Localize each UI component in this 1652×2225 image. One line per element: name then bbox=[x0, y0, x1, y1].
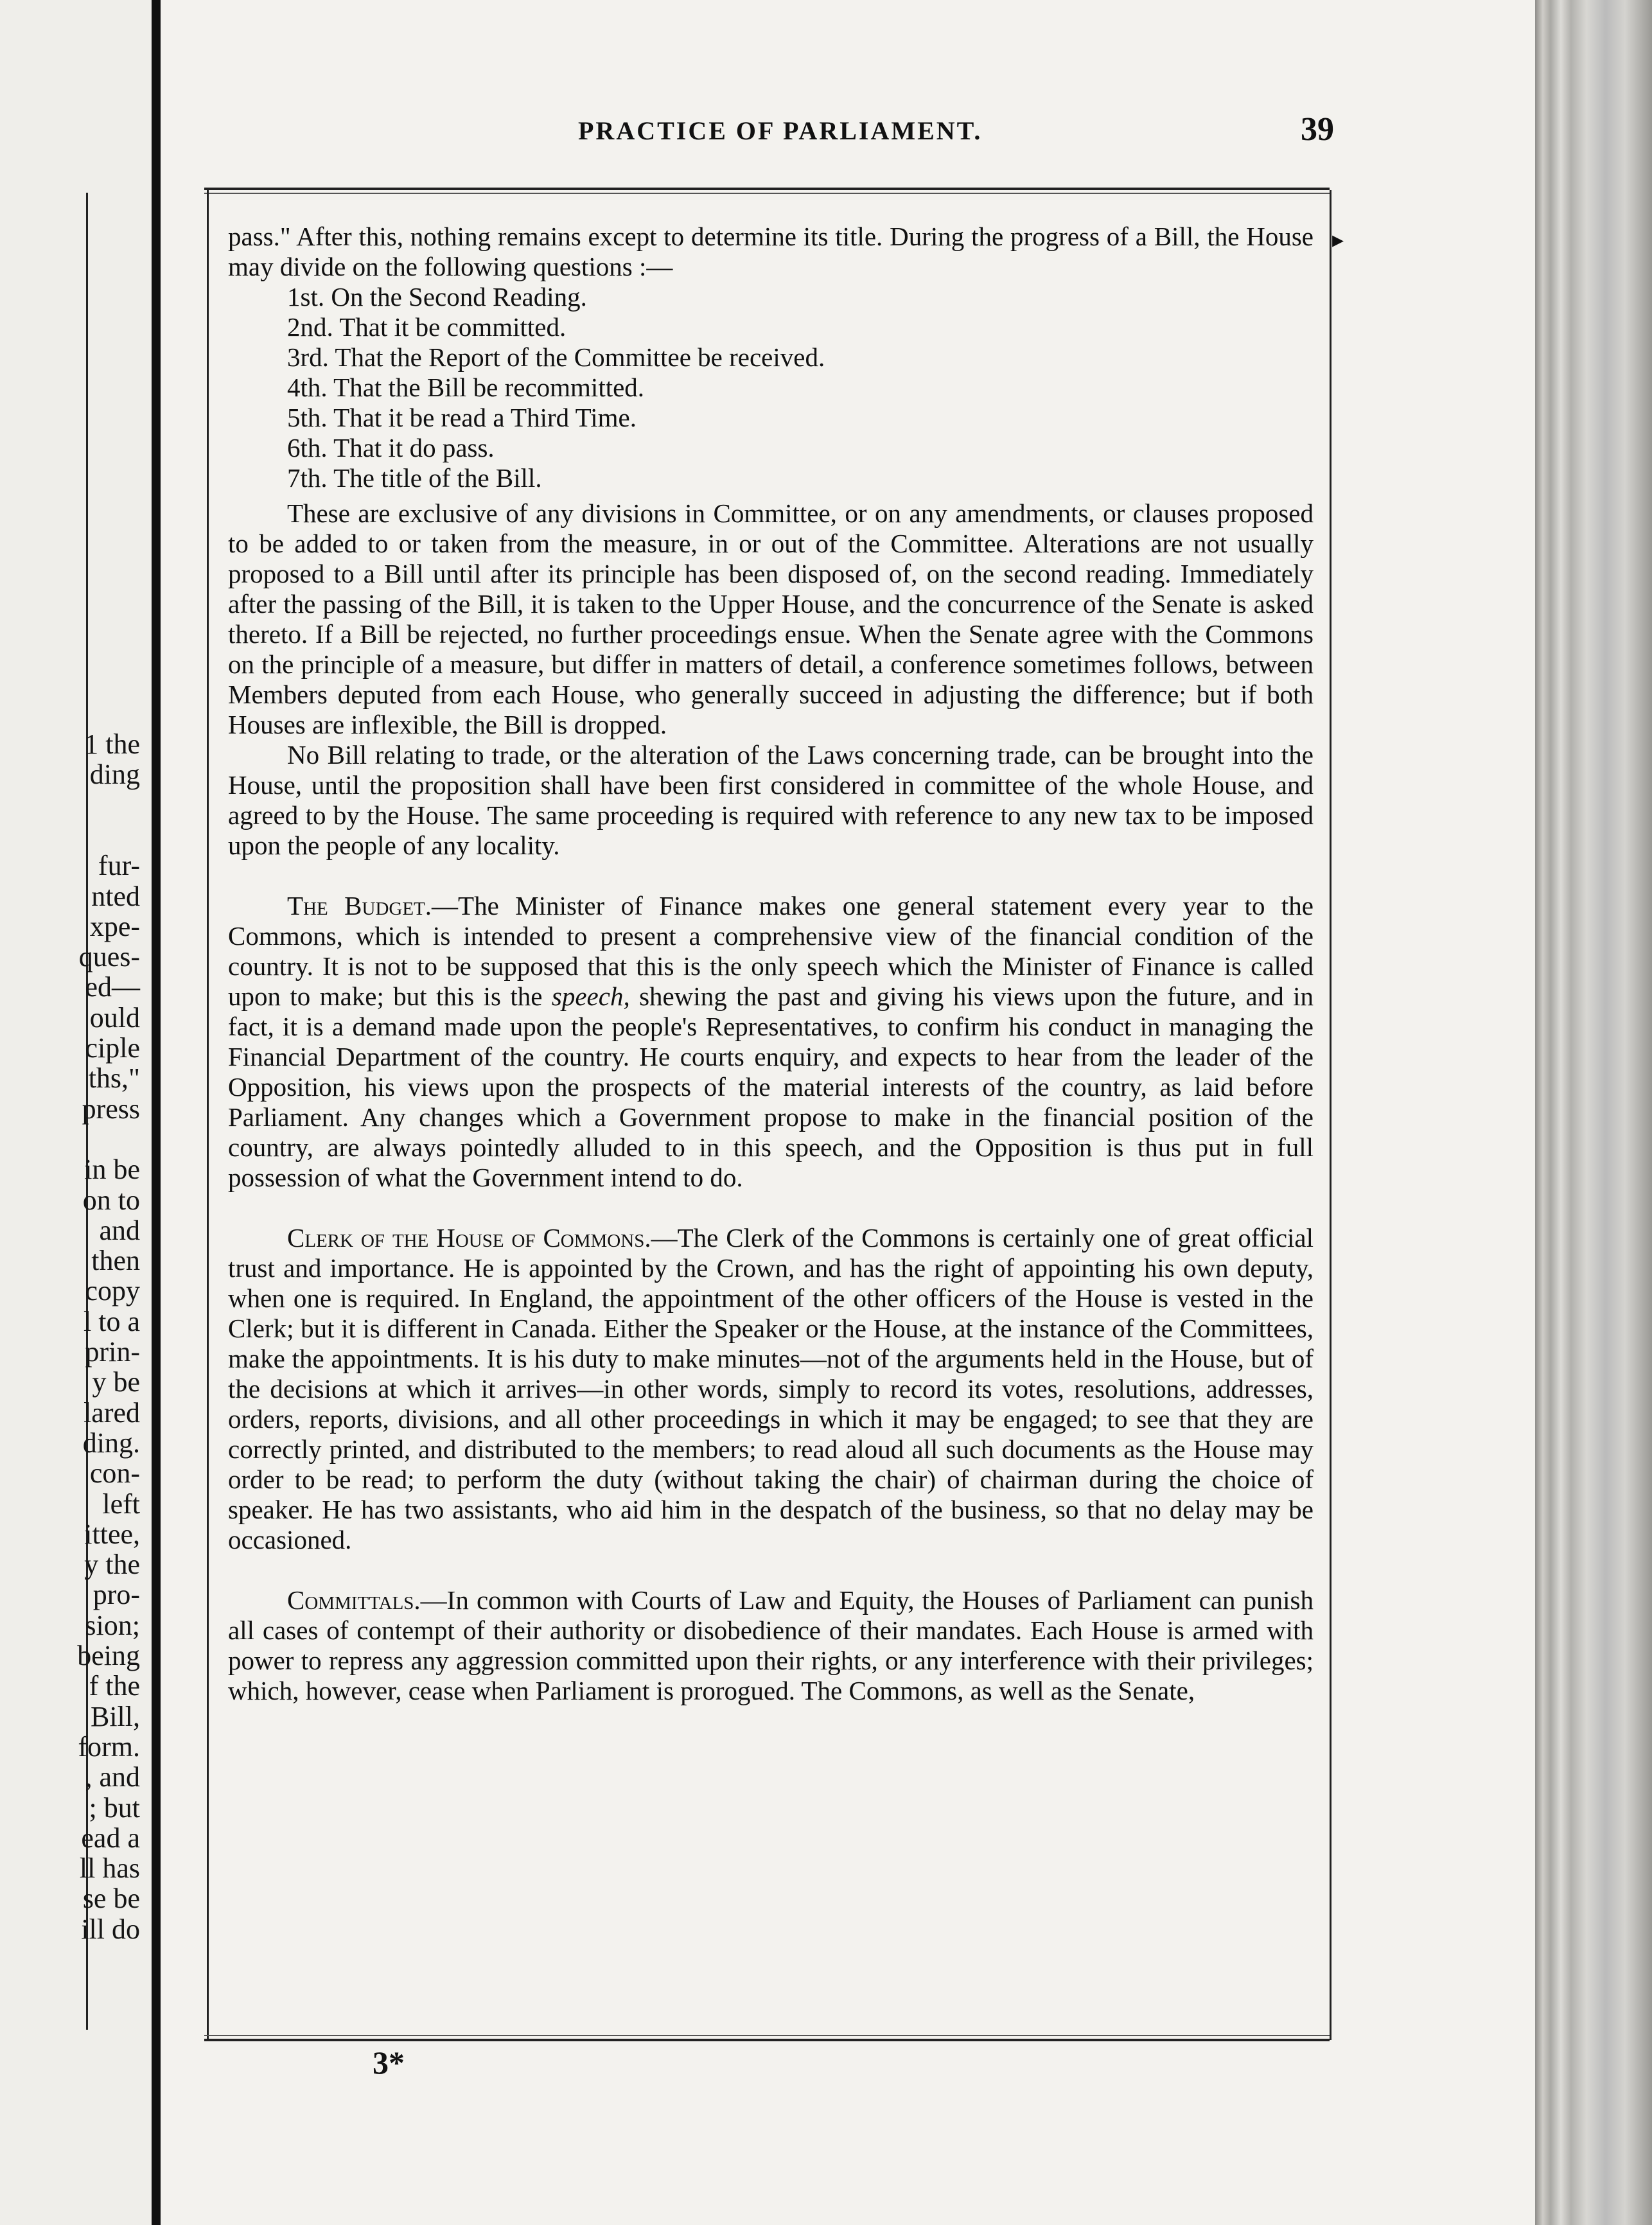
facing-page-fragment: ittee, bbox=[84, 1518, 140, 1550]
facing-page-fragment: , and bbox=[85, 1761, 140, 1793]
page-number: 39 bbox=[1301, 111, 1334, 148]
signature-mark: 3* bbox=[373, 2045, 405, 2080]
book-gutter bbox=[152, 0, 161, 2225]
facing-page-fragment: y the bbox=[84, 1549, 140, 1581]
facing-page-fragment: l to a bbox=[83, 1305, 140, 1337]
facing-page-fragment: ll has bbox=[79, 1852, 140, 1885]
body-text bbox=[228, 222, 1314, 1706]
facing-page-fragment: y be bbox=[92, 1366, 140, 1398]
list-item: 5th. That it be read a Third Time. bbox=[287, 403, 637, 432]
facing-page-fragment: then bbox=[91, 1245, 140, 1277]
frame-bottom-rule bbox=[204, 2039, 1330, 2041]
facing-page-fragment: Bill, bbox=[90, 1700, 140, 1732]
facing-page-fragment: xpe- bbox=[89, 910, 140, 942]
facing-page-fragment: prin- bbox=[85, 1336, 140, 1368]
facing-page-fragment: se be bbox=[82, 1883, 140, 1915]
facing-page-fragment: con- bbox=[89, 1457, 140, 1490]
facing-page-fragment: and bbox=[99, 1214, 140, 1246]
italic-word: speech, bbox=[551, 981, 630, 1011]
paragraph-intro: pass." After this, nothing remains except to determine its title. During the progress of a Bill, the House may divide on the following questions :— bbox=[228, 222, 1314, 281]
list-item: 3rd. That the Report of the Committee be received. bbox=[287, 342, 825, 372]
frame-bottom-rule-thin bbox=[204, 2035, 1330, 2036]
facing-page-fragment: ths," bbox=[88, 1062, 140, 1095]
section-heading-budget: The Budget. bbox=[287, 891, 432, 920]
facing-page-fragment: press bbox=[82, 1093, 140, 1125]
list-item: 6th. That it do pass. bbox=[287, 433, 495, 462]
running-header: PRACTICE OF PARLIAMENT. bbox=[578, 116, 983, 145]
list-item: 7th. The title of the Bill. bbox=[287, 463, 542, 493]
section-heading-clerk: Clerk of the House of Commons. bbox=[287, 1223, 651, 1253]
facing-page-fragment: being bbox=[77, 1640, 140, 1671]
section-heading-committals: Committals. bbox=[287, 1585, 421, 1615]
facing-page-fragment: lared bbox=[83, 1396, 140, 1429]
facing-page-fragment: ill do bbox=[81, 1913, 140, 1945]
facing-page-fragment: ; but bbox=[89, 1791, 140, 1824]
paragraph-exclusive: These are exclusive of any divisions in Committee, or on any amendments, or clauses proposed to be added to or taken from the measure, in or out of the Committee. Alterations are not usually proposed to a Bill until after its principle has been disposed of, on the second reading. Immediately after the passing of the Bill, it is taken to the Upper House, and the concurrence of the Senate is asked thereto. If a Bill be rejected, no further proceedings ensue. When the Senate agree with the Commons on the principle of a measure, but differ in matters of detail, a conference sometimes follows, between Members deputed from each House, who generally succeed in adjusting the difference; but if both Houses are inflexible, the Bill is dropped. bbox=[228, 498, 1314, 739]
frame-top-rule bbox=[204, 188, 1330, 190]
facing-page bbox=[0, 0, 153, 2225]
facing-page-fragment: ciple bbox=[85, 1032, 140, 1064]
facing-page-fragment: nted bbox=[91, 880, 140, 912]
paragraph-trade: No Bill relating to trade, or the alteration of the Laws concerning trade, can be brought into the House, until the proposition shall have been first considered in committee of the whole House, and agreed to by the House. The same proceeding is required with reference to any new tax to be imposed upon the people of any locality. bbox=[228, 740, 1314, 860]
facing-page-fragment: ould bbox=[89, 1001, 140, 1033]
facing-page-fragment: left bbox=[102, 1488, 140, 1520]
division-questions-list bbox=[287, 282, 1314, 493]
facing-page-fragment: copy bbox=[85, 1275, 140, 1307]
margin-mark: ▸ bbox=[1332, 227, 1344, 252]
facing-page-fragment: ding bbox=[89, 759, 140, 791]
list-item: 2nd. That it be committed. bbox=[287, 312, 567, 342]
facing-page-fragment: ead a bbox=[81, 1822, 140, 1854]
facing-page-fragment: f the bbox=[89, 1670, 140, 1702]
facing-page-fragment: pro- bbox=[92, 1579, 140, 1611]
facing-page-fragment: form. bbox=[78, 1730, 140, 1763]
facing-page-fragment: in be bbox=[84, 1154, 140, 1186]
facing-page-fragment: ed— bbox=[85, 971, 140, 1003]
paragraph-budget: The Budget.—The Minister of Finance makes one general statement every year to the Commons, which is intended to present a comprehensive view of the financial condition of the country. It is not to be supposed that this is the only speech which the Minister of Finance is called upon to make; but this is the speech, shewing the past and giving his views upon the future, and in fact, it is a demand made upon the people's Representatives, to confirm his conduct in managing the Financial Department of the country. He courts enquiry, and expects to hear from the leader of the Opposition, his views upon the prospects of the material interests of the country, as laid before Parliament. Any changes which a Government propose to make in the financial position of the country, are always pointedly alluded to in this speech, and the Opposition is thus put in full possession of what the Government intend to do. bbox=[228, 891, 1314, 1192]
facing-page-fragment: 1 the bbox=[84, 728, 140, 760]
facing-page-fragment: on to bbox=[82, 1184, 140, 1216]
facing-page-fragment: ques- bbox=[78, 941, 140, 973]
frame-left-rule bbox=[207, 190, 209, 2040]
frame-right-rule bbox=[1330, 190, 1331, 2040]
paragraph-clerk: Clerk of the House of Commons.—The Clerk of the Commons is certainly one of great official trust and importance. He is appointed by the Crown, and has the right of appointing his own deputy, when one is required. In England, the appointment of the other officers of the House is vested in the Clerk; but it is different in Canada. Either the Speaker or the House, at the instance of the Committees, make the appointments. It is his duty to make minutes—not of the arguments held in the House, but of the decisions at which it arrives—in other words, simply to record its votes, resolutions, addresses, orders, reports, divisions, and all other proceedings in which it may be engaged; to see that they are correctly printed, and distributed to the members; to read aloud all such documents as the House may order to be read; to perform the duty (without taking the chair) of chairman during the choice of speaker. He has two assistants, who aid him in the despatch of the business, so that no delay may be occasioned. bbox=[228, 1223, 1314, 1554]
frame-top-rule-thin bbox=[204, 193, 1330, 194]
facing-page-fragment: fur- bbox=[98, 850, 140, 882]
page-edges bbox=[1535, 0, 1652, 2225]
list-item: 1st. On the Second Reading. bbox=[287, 282, 587, 312]
list-item: 4th. That the Bill be recommitted. bbox=[287, 373, 645, 402]
facing-page-fragment: sion; bbox=[85, 1609, 140, 1641]
facing-page-fragment: ding. bbox=[82, 1427, 140, 1459]
paragraph-committals: Committals.—In common with Courts of Law and Equity, the Houses of Parliament can punish all cases of contempt of their authority or disobedience of their mandates. Each House is armed with power to repress any aggression committed upon their rights, or any interference with their privileges; which, however, cease when Parliament is prorogued. The Commons, as well as the Senate, bbox=[228, 1585, 1314, 1705]
